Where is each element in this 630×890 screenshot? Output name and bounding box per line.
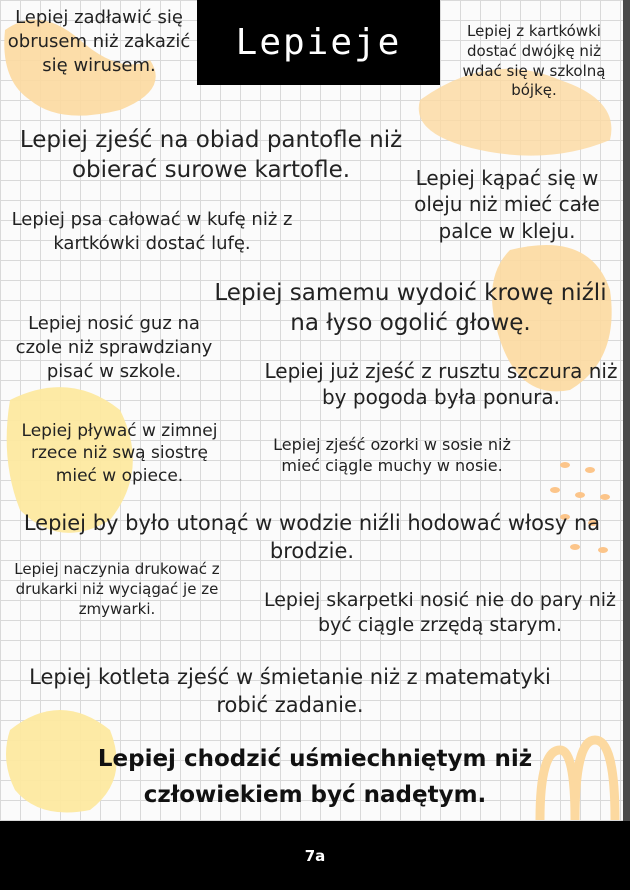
saying: Lepiej psa całować w kufę niż z kartkówki dostać lufę.	[11, 209, 293, 254]
page-title: Lepieje	[235, 22, 402, 63]
saying: Lepiej kąpać się w oleju niż mieć całe palce w kleju.	[414, 166, 600, 243]
saying: Lepiej zadławić się obrusem niż zakazić się wirusem.	[7, 7, 191, 76]
saying-highlight: Lepiej chodzić uśmiechniętym niż człowiekiem być nadętym.	[97, 746, 533, 808]
saying: Lepiej pływać w zimnej rzece niż swą siostrę mieć w opiece.	[21, 421, 218, 486]
footer-bar	[0, 821, 630, 890]
saying: Lepiej by było utonąć w wodzie niźli hodować włosy na brodzie.	[23, 511, 601, 563]
orange-brush-decoration	[530, 720, 625, 821]
page-edge	[623, 0, 630, 821]
saying: Lepiej zjeść ozorki w sosie niż mieć ciągle muchy w nosie.	[273, 435, 511, 476]
saying: Lepiej z kartkówki dostać dwójkę niż wdać się w szkolną bójkę.	[462, 22, 606, 100]
saying: Lepiej kotleta zjeść w śmietanie niż z matematyki robić zadanie.	[29, 665, 551, 717]
saying: Lepiej zjeść na obiad pantofle niż obierać surowe kartofle.	[19, 127, 403, 184]
saying: Lepiej już zjeść z rusztu szczura niż by pogoda była ponura.	[264, 359, 618, 410]
page-number: 7a	[304, 846, 326, 865]
saying: Lepiej naczynia drukować z drukarki niż wyciągać je ze zmywarki.	[14, 560, 220, 618]
saying: Lepiej nosić guz na czole niż sprawdziany pisać w szkole.	[15, 313, 213, 382]
saying: Lepiej samemu wydoić krowę niźli na łyso ogolić głowę.	[214, 280, 607, 337]
saying: Lepiej skarpetki nosić nie do pary niż być ciągle zrzędą starym.	[263, 589, 617, 637]
title-box	[197, 0, 440, 85]
